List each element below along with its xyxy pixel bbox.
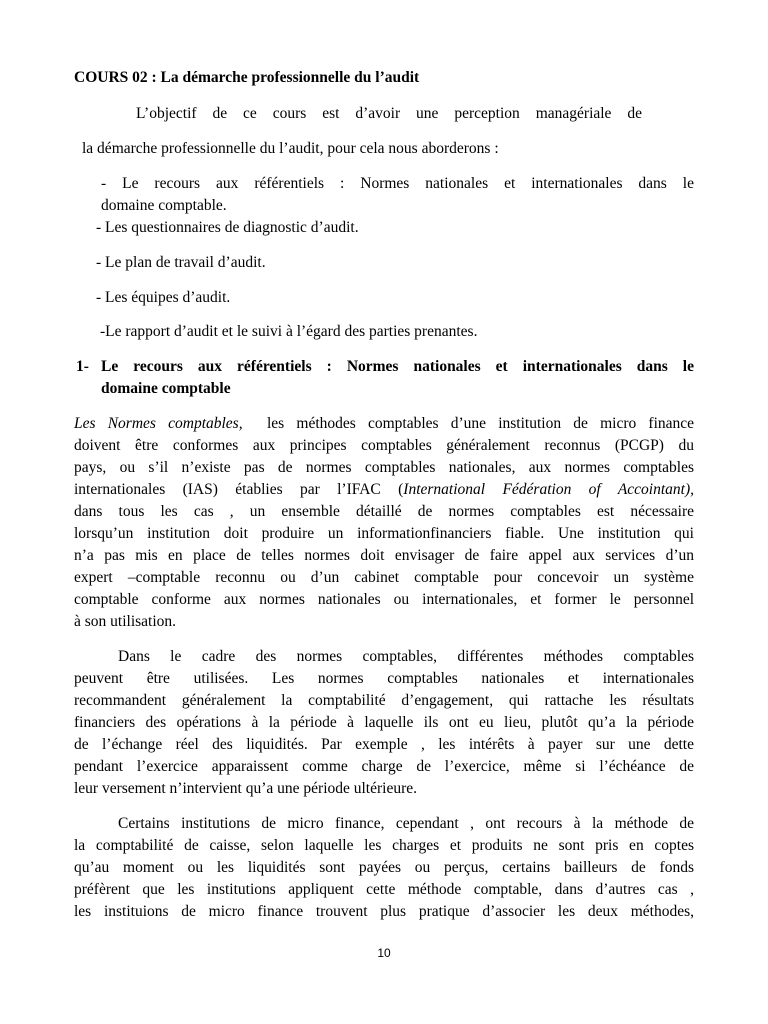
para2-line-2: peuvent être utilisées. Les normes comptables nationales et internationales — [74, 670, 694, 687]
para2-line-4: financiers des opérations à la période à laquelle ils ont eu lieu, plutôt qu’a la période — [74, 714, 694, 731]
intro-line-1: L’objectif de ce cours est d’avoir une perception managériale de — [136, 105, 642, 122]
para1-line-5: dans tous les cas , un ensemble détaillé de normes comptables est nécessaire — [74, 503, 694, 520]
para1-line-1 — [74, 414, 694, 434]
list-item-1-cont: domaine comptable. — [101, 197, 227, 214]
para3-line-5: les instituions de micro finance trouvent plus pratique d’associer les deux méthodes, — [74, 903, 694, 920]
para3-line-4: préfèrent que les institutions appliquent cette méthode comptable, dans d’autres cas , — [74, 881, 694, 898]
para3-line-2: la comptabilité de caisse, selon laquelle les charges et produits ne sont pris en coptes — [74, 837, 694, 854]
para1-line-8: expert –comptable reconnu ou d’un cabinet comptable pour concevoir un système — [74, 569, 694, 586]
section-heading-cont: domaine comptable — [101, 380, 231, 397]
para1-line-10: à son utilisation. — [74, 613, 177, 630]
page-title: COURS 02 : La démarche professionnelle du l’audit — [74, 69, 420, 86]
intro-line-2: la démarche professionnelle du l’audit, pour cela nous aborderons : — [82, 140, 499, 157]
para1-line-4-start: internationales (IAS) établies par l’IFAC ( — [74, 481, 404, 498]
para3-line-3: qu’au moment ou les liquidités sont payées ou perçus, certains bailleurs de fonds — [74, 859, 694, 876]
list-item-3: - Le plan de travail d’audit. — [96, 254, 266, 271]
para1-line-4 — [74, 480, 694, 500]
para3-line-1: Certains institutions de micro finance, cependant , ont recours à la méthode de — [118, 815, 694, 832]
para1-line-1-rest: les méthodes comptables d’une institution de micro finance — [266, 415, 695, 432]
italic-lead: Les Normes comptables, — [74, 415, 243, 432]
para2-line-6: pendant l’exercice apparaissent comme charge de l’exercice, même si l’échéance de — [74, 758, 694, 775]
section-number: 1- — [76, 358, 89, 375]
para1-line-4-italic: International Fédération of Accointant), — [403, 481, 694, 498]
para1-line-3: pays, ou s’il n’existe pas de normes comptables nationales, aux normes comptables — [74, 459, 694, 476]
para2-line-7: leur versement n’intervient qu’a une période ultérieure. — [74, 780, 418, 797]
para2-line-1: Dans le cadre des normes comptables, différentes méthodes comptables — [118, 648, 694, 665]
para1-line-9: comptable conforme aux normes nationales ou internationales, et former le personnel — [74, 591, 694, 608]
para2-line-3: recommandent généralement la comptabilité d’engagement, qui rattache les résultats — [74, 692, 694, 709]
page-number: 10 — [377, 946, 391, 960]
para1-line-6: lorsqu’un institution doit produire un informationfinanciers fiable. Une institution qui — [74, 525, 694, 542]
list-item-4: - Les équipes d’audit. — [96, 289, 231, 306]
section-heading: Le recours aux référentiels : Normes nationales et internationales dans le — [101, 358, 694, 375]
list-item-2: - Les questionnaires de diagnostic d’audit. — [96, 219, 359, 236]
list-item-5: -Le rapport d’audit et le suivi à l’égard des parties prenantes. — [100, 323, 478, 340]
para1-line-7: n’a pas mis en place de telles normes doit envisager de faire appel aux services d’un — [74, 547, 694, 564]
para1-line-2: doivent être conformes aux principes comptables généralement reconnus (PCGP) du — [74, 437, 694, 454]
para2-line-5: de l’échange réel des liquidités. Par exemple , les intérêts à payer sur une dette — [74, 736, 694, 753]
list-item-1: - Le recours aux référentiels : Normes nationales et internationales dans le — [101, 175, 694, 192]
